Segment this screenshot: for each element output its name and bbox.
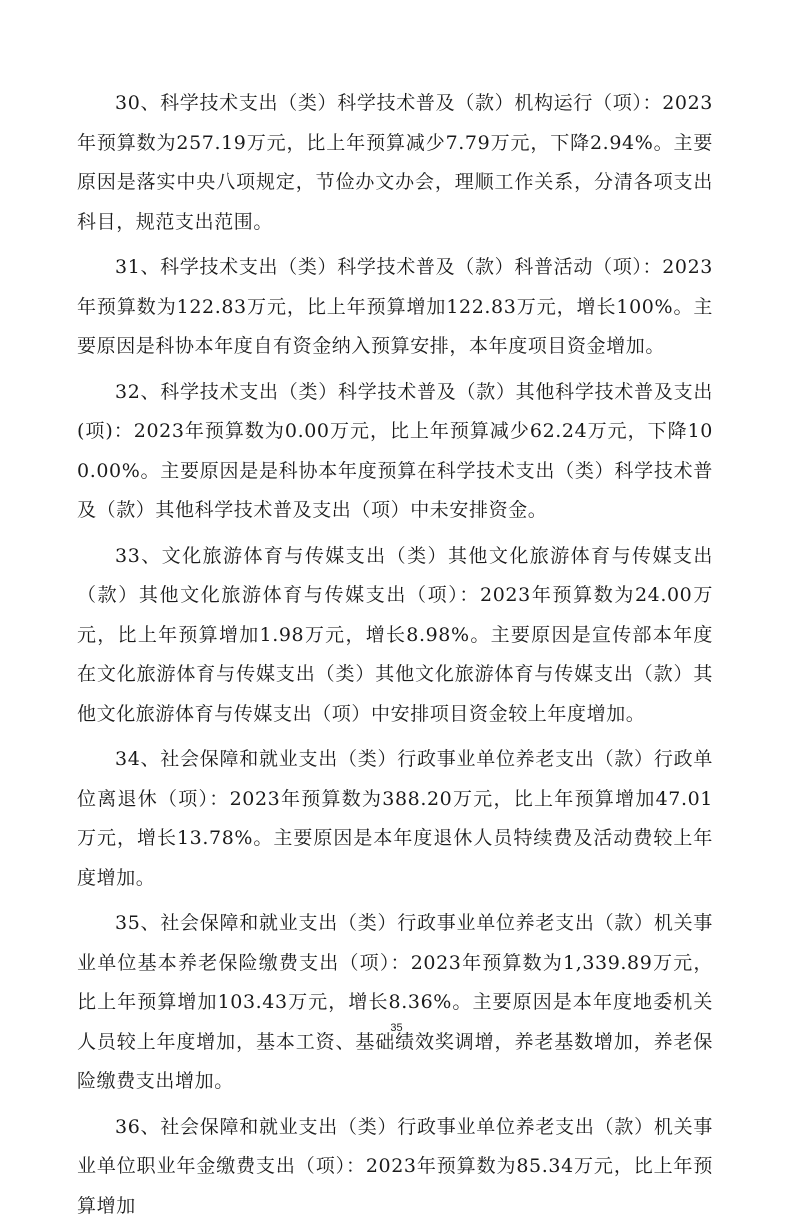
paragraph-item-33: 33、文化旅游体育与传媒支出（类）其他文化旅游体育与传媒支出（款）其他文化旅游体育与传媒支出（项）：2023年预算数为24.00万元，比上年预算增加1.98万元，增长8.98%。主要原因是宣传部本年度在文化旅游体育与传媒支出（类）其他文化旅游体育与传媒支出（款）其他文化旅游体育与传媒支出（项）中安排项目资金较上年度增加。: [77, 544, 713, 725]
paragraph-item-30: 30、科学技术支出（类）科学技术普及（款）机构运行（项）：2023年预算数为257.19万元，比上年预算减少7.79万元，下降2.94%。主要原因是落实中央八项规定，节俭办文办会，理顺工作关系，分清各项支出科目，规范支出范围。: [77, 92, 713, 233]
paragraph-item-32: 32、科学技术支出（类）科学技术普及（款）其他科学技术普及支出(项)：2023年预算数为0.00万元，比上年预算减少62.24万元，下降100.00%。主要原因是是科协本年度预算在科学技术支出（类）科学技术普及（款）其他科学技术普及支出（项）中未安排资金。: [77, 380, 713, 521]
page-body: [77, 84, 713, 1232]
page-number: 35: [390, 1022, 403, 1034]
paragraph-item-31: 31、科学技术支出（类）科学技术普及（款）科普活动（项）：2023年预算数为122.83万元，比上年预算增加122.83万元，增长100%。主要原因是科协本年度自有资金纳入预算安排，本年度项目资金增加。: [77, 256, 713, 357]
paragraph-item-36: 36、社会保障和就业支出（类）行政事业单位养老支出（款）机关事业单位职业年金缴费支出（项）：2023年预算数为85.34万元，比上年预算增加: [77, 1115, 713, 1217]
paragraph-item-35: 35、社会保障和就业支出（类）行政事业单位养老支出（款）机关事业单位基本养老保险缴费支出（项）：2023年预算数为1,339.89万元，比上年预算增加103.43万元，增长8.36%。主要原因是本年度地委机关人员较上年度增加，基本工资、基础绩效奖调增，养老基数增加，养老保险缴费支出增加。: [77, 912, 713, 1092]
paragraph-item-34: 34、社会保障和就业支出（类）行政事业单位养老支出（款）行政单位离退休（项）：2023年预算数为388.20万元，比上年预算增加47.01万元，增长13.78%。主要原因是本年度退休人员特续费及活动费较上年度增加。: [77, 748, 713, 889]
